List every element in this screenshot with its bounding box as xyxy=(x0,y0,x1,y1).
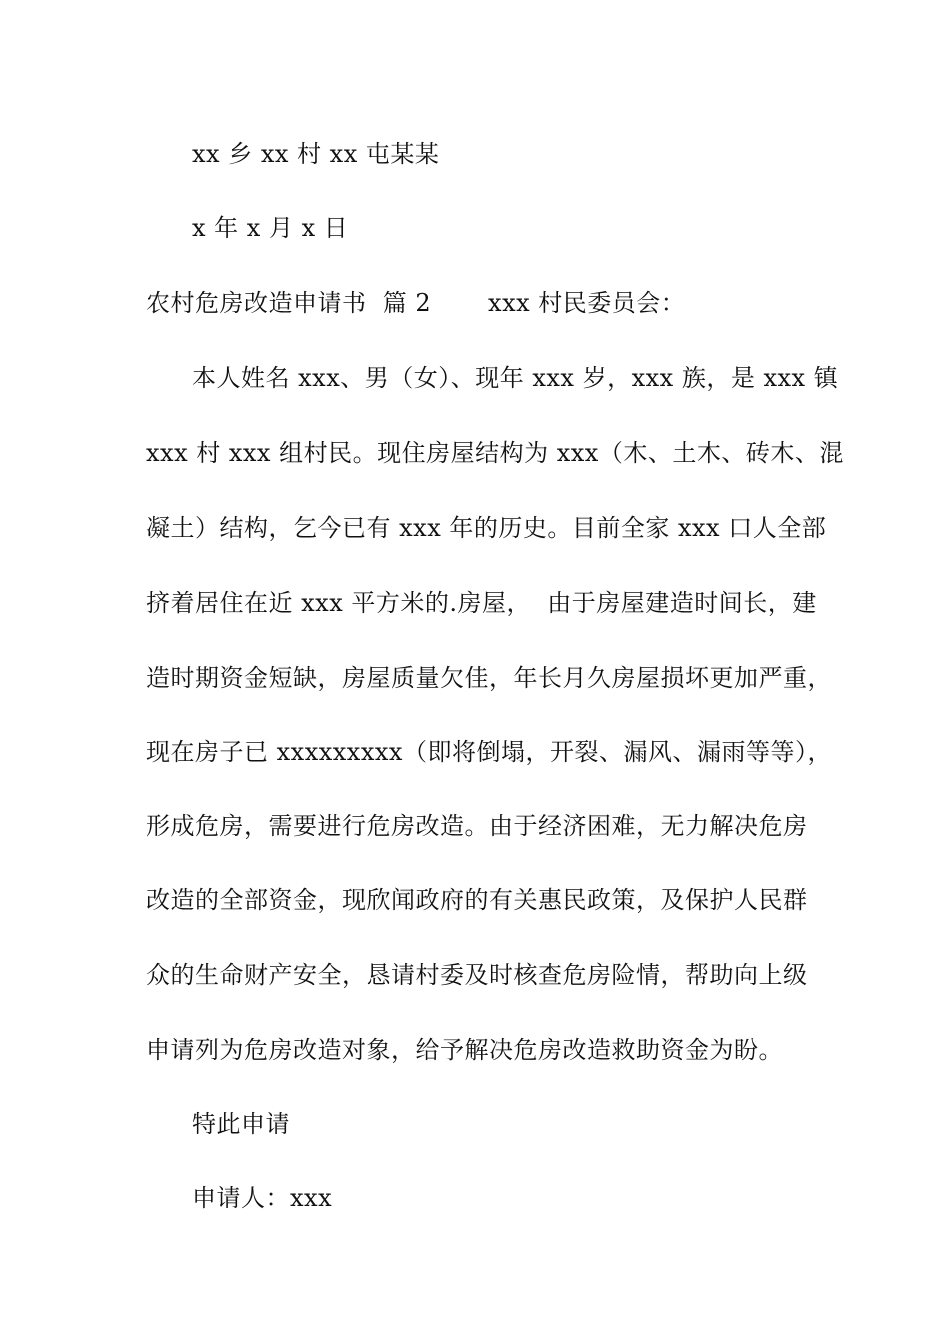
body-line: 申请列为危房改造对象，给予解决危房改造救助资金为盼。 xyxy=(146,1036,783,1064)
section-heading: 农村危房改造申请书 篇 2 xxx 村民委员会： xyxy=(146,289,686,317)
body-line: 改造的全部资金，现欣闻政府的有关惠民政策，及保护人民群 xyxy=(146,886,808,914)
applicant-signature-line: 申请人：xxx xyxy=(192,1184,333,1212)
body-line: 本人姓名 xxx、男（女）、现年 xxx 岁，xxx 族，是 xxx 镇 xyxy=(192,364,839,392)
body-line: 凝土）结构，乞今已有 xxx 年的历史。目前全家 xxx 口人全部 xyxy=(146,514,827,542)
body-line: 挤着居住在近 xxx 平方米的.房屋， 由于房屋建造时间长，建 xyxy=(146,589,817,617)
body-line: 现在房子已 xxxxxxxxx（即将倒塌，开裂、漏风、漏雨等等）， xyxy=(146,738,832,766)
body-line: 众的生命财产安全，恳请村委及时核查危房险情，帮助向上级 xyxy=(146,961,808,989)
body-line: 造时期资金短缺，房屋质量欠佳，年长月久房屋损坏更加严重， xyxy=(146,664,832,692)
body-line: xxx 村 xxx 组村民。现住房屋结构为 xxx（木、土木、砖木、混 xyxy=(146,439,844,467)
sender-date: x 年 x 月 x 日 xyxy=(192,214,349,242)
closing-text: 特此申请 xyxy=(192,1110,290,1138)
body-line: 形成危房，需要进行危房改造。由于经济困难，无力解决危房 xyxy=(146,812,808,840)
sender-address: xx 乡 xx 村 xx 屯某某 xyxy=(192,140,440,168)
